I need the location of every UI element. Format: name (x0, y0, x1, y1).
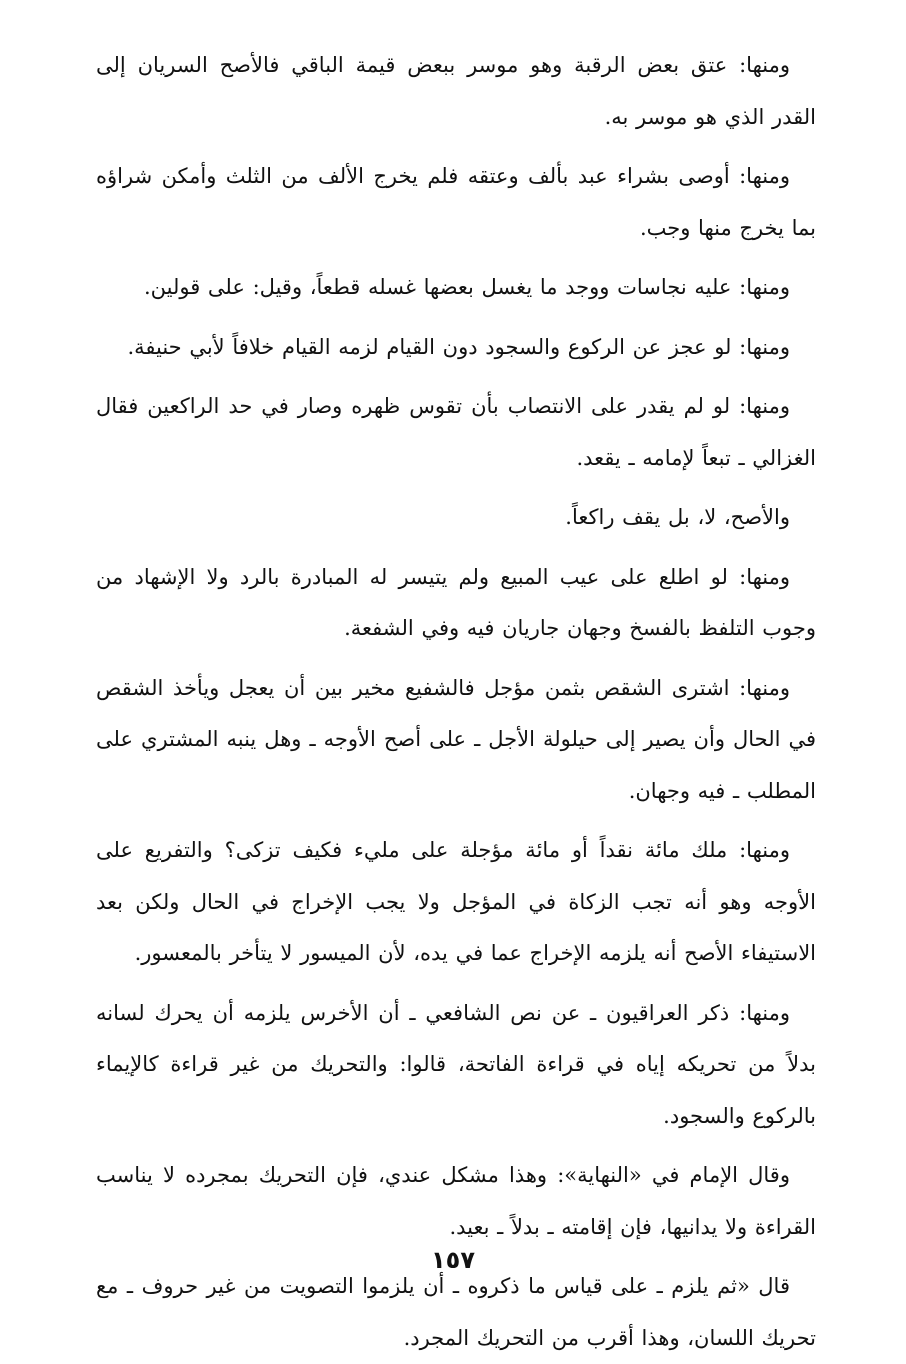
page-body (96, 40, 816, 1364)
paragraph-5: ومنها: لو لم يقدر على الانتصاب بأن تقوس ظهره وصار في حد الراكعين فقال الغزالي ـ تبعاً لإمامه ـ يقعد. (96, 394, 816, 470)
paragraph-3: ومنها: عليه نجاسات ووجد ما يغسل بعضها غسله قطعاً، وقيل: على قولين. (143, 275, 790, 299)
paragraph-2: ومنها: أوصى بشراء عبد بألف وعتقه فلم يخرج الألف من الثلث وأمكن شراؤه بما يخرج منها وجب. (96, 164, 816, 240)
paragraph-9: ومنها: ملك مائة نقداً أو مائة مؤجلة على مليء فكيف تزكى؟ والتفريع على الأوجه وهو أنه تجب الزكاة في المؤجل ولا يجب الإخراج في الحال ولكن بعد الاستيفاء الأصح أنه يلزمه الإخراج عما في يده، لأن الميسور لا يتأخر بالمعسور. (96, 838, 816, 965)
paragraph-6: والأصح، لا، بل يقف راكعاً. (565, 505, 790, 529)
paragraph-4: ومنها: لو عجز عن الركوع والسجود دون القيام لزمه القيام خلافاً لأبي حنيفة. (127, 334, 790, 359)
paragraph-8: ومنها: اشترى الشقص بثمن مؤجل فالشفيع مخير بين أن يعجل ويأخذ الشقص في الحال وأن يصير إلى حيلولة الأجل ـ على أصح الأوجه ـ وهل ينبه المشتري على المطلب ـ فيه وجهان. (96, 675, 816, 803)
paragraph-10: ومنها: ذكر العراقيون ـ عن نص الشافعي ـ أن الأخرس يلزمه أن يحرك لسانه بدلاً من تحريكه إياه في قراءة الفاتحة، قالوا: والتحريك من غير قراءة كالإيماء بالركوع والسجود. (96, 1000, 816, 1128)
page-number: ١٥٧ (431, 1246, 475, 1274)
paragraph-7: ومنها: لو اطلع على عيب المبيع ولم يتيسر له المبادرة بالرد ولا الإشهاد من وجوب التلفظ بالفسخ وجهان جاريان فيه وفي الشفعة. (96, 564, 816, 640)
paragraph-12: قال «ثم يلزم ـ على قياس ما ذكروه ـ أن يلزموا التصويت من غير حروف ـ مع تحريك اللسان، وهذا أقرب من التحريك المجرد. (96, 1274, 816, 1350)
paragraph-1: ومنها: عتق بعض الرقبة وهو موسر ببعض قيمة الباقي فالأصح السريان إلى القدر الذي هو موسر به. (96, 53, 816, 129)
paragraph-11: وقال الإمام في «النهاية»: وهذا مشكل عندي، فإن التحريك بمجرده لا يناسب القراءة ولا يدانيها، فإن إقامته ـ بدلاً ـ بعيد. (96, 1163, 816, 1239)
